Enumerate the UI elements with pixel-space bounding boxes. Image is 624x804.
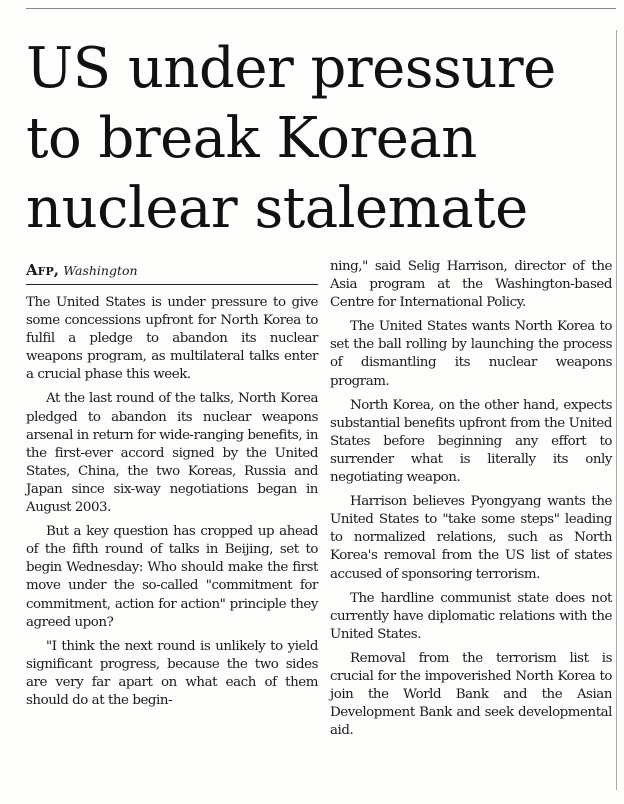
column-edge-divider <box>616 30 617 790</box>
paragraph: But a key question has cropped up ahead of the fifth round of talks in Beijing, set to begin Wednesday: Who should make the first move under the so-called "commitment for commitment, action for action" principle they agreed upon? <box>26 524 318 630</box>
paragraph: "I think the next round is unlikely to yield significant progress, because the two sides are very far apart on what each of them should do at the begin- <box>26 638 318 708</box>
top-divider <box>26 8 616 9</box>
paragraph: ning," said Selig Harrison, director of the Asia program at the Washington-based Centre for International Policy. <box>330 259 612 311</box>
right-column <box>330 258 612 746</box>
paragraph: The United States is under pressure to give some concessions upfront for North Korea to fulfil a pledge to abandon its nuclear weapons program, as multilateral talks enter a crucial phase this week. <box>26 295 318 383</box>
left-column <box>26 294 318 716</box>
byline-location: Washington <box>63 263 138 278</box>
byline <box>26 260 316 281</box>
byline-divider <box>26 284 318 285</box>
headline-line: nuclear stalemate <box>26 176 528 241</box>
headline-line: US under pressure <box>26 36 556 101</box>
paragraph: The hardline communist state does not currently have diplomatic relations with the United States. <box>330 590 612 642</box>
paragraph: North Korea, on the other hand, expects substantial benefits upfront from the United States before beginning any effort to surrender what is literally its only negotiating weapon. <box>330 397 612 486</box>
paragraph: Removal from the terrorism list is crucial for the impoverished North Korea to join the World Bank and the Asian Development Bank and seek developmental aid. <box>330 650 612 739</box>
paragraph: At the last round of the talks, North Korea pledged to abandon its nuclear weapons arsenal in return for wide-ranging benefits, in the first-ever accord signed by the United States, China, the two Koreas, Russia and Japan since six-way negotiations began in August 2003. <box>26 391 318 516</box>
headline-line: to break Korean <box>26 106 477 171</box>
paragraph: Harrison believes Pyongyang wants the United States to "take some steps" leading to normalized relations, such as North Korea's removal from the US list of states accused of sponsoring terrorism. <box>330 494 612 582</box>
headline <box>26 34 611 244</box>
byline-agency: Afp, <box>26 261 59 279</box>
paragraph: The United States wants North Korea to set the ball rolling by launching the process of dismantling its nuclear weapons program. <box>330 319 612 389</box>
